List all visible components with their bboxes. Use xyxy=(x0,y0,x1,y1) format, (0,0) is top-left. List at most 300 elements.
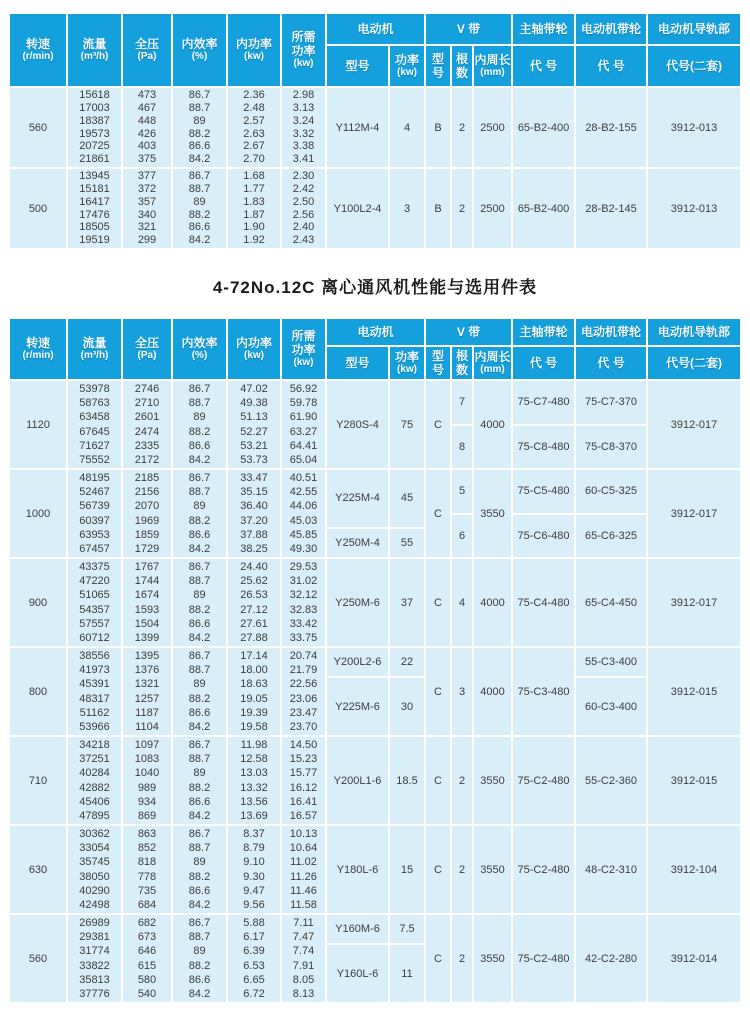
header-internal-power xyxy=(228,319,280,379)
motor-model-value: Y112M-4 xyxy=(335,121,380,134)
motor-power-value: 15 xyxy=(400,863,414,876)
efficiency-value: 88.7 xyxy=(188,753,211,766)
vbelt-count-cell xyxy=(452,88,472,167)
pressure-cell xyxy=(123,470,171,557)
vbelt-length-value: 3550 xyxy=(480,774,505,787)
vbelt-type-cell xyxy=(426,470,450,557)
efficiency-value: 86.6 xyxy=(188,528,211,541)
spindle-pulley-cell xyxy=(513,737,574,824)
flow-cell xyxy=(68,826,121,913)
pressure-value: 1040 xyxy=(134,767,160,780)
header-label-line: 转速 xyxy=(25,336,50,350)
required-power-value: 2.98 xyxy=(292,88,315,101)
header-label-line: 功率 xyxy=(394,350,419,364)
spindle-pulley-cell xyxy=(513,559,574,646)
flow-cell xyxy=(68,559,121,646)
header-label-line: 内功率 xyxy=(235,336,272,350)
header-label-line: 全压 xyxy=(134,336,159,350)
internal-power-value: 9.56 xyxy=(243,898,265,911)
efficiency-value: 84.2 xyxy=(188,234,211,247)
internal-power-value: 27.61 xyxy=(240,617,268,630)
motor-model-cell xyxy=(327,826,388,913)
required-power-value: 3.13 xyxy=(292,101,315,114)
efficiency-value: 86.6 xyxy=(188,221,211,234)
internal-power-value: 13.56 xyxy=(240,795,268,808)
header-label-line: 型号 xyxy=(345,59,370,73)
header-label-line: 数 xyxy=(455,66,468,80)
pressure-value: 1729 xyxy=(134,542,160,555)
efficiency-value: 88.7 xyxy=(188,486,211,499)
internal-power-value: 11.98 xyxy=(240,739,268,752)
vbelt-count-cell xyxy=(452,915,472,1002)
rail-cell xyxy=(648,169,740,248)
flow-value: 16417 xyxy=(79,195,110,208)
vbelt-type-cell xyxy=(426,737,450,824)
vbelt-count-cell xyxy=(452,737,472,824)
internal-power-value: 1.90 xyxy=(243,221,265,234)
vbelt-count-value: 8 xyxy=(452,424,472,469)
motor-pulley-value: 48-C2-310 xyxy=(585,863,637,876)
required-power-value: 63.27 xyxy=(289,425,318,438)
efficiency-value: 88.2 xyxy=(188,959,211,972)
internal-power-value: 47.02 xyxy=(240,383,268,396)
vbelt-length-value: 3550 xyxy=(480,507,505,520)
pressure-value: 2172 xyxy=(134,453,160,466)
header-sub-vbelt xyxy=(452,347,472,379)
pressure-value: 1674 xyxy=(134,589,160,602)
vbelt-count-cell xyxy=(452,648,472,735)
pressure-value: 1083 xyxy=(134,753,160,766)
rail-value: 3912-015 xyxy=(670,774,718,787)
flow-value: 63458 xyxy=(79,411,110,424)
vbelt-type-cell xyxy=(426,648,450,735)
header-label-line: 电动机导轨部 xyxy=(657,22,730,36)
flow-value: 56739 xyxy=(79,500,110,513)
pressure-value: 540 xyxy=(137,987,157,1000)
required-power-value: 10.64 xyxy=(289,842,318,855)
flow-value: 45406 xyxy=(79,795,110,808)
internal-power-value: 1.87 xyxy=(243,208,265,221)
spindle-pulley-value: 75-C2-480 xyxy=(517,774,570,787)
flow-cell xyxy=(68,470,121,557)
header-required-power xyxy=(282,14,325,86)
header-label-line: 电动机 xyxy=(357,22,394,36)
header-label-line: 内效率 xyxy=(181,37,218,51)
flow-value: 43375 xyxy=(79,561,110,574)
internal-power-value: 9.10 xyxy=(243,856,265,869)
efficiency-value: 86.7 xyxy=(188,561,211,574)
motor-power-cell xyxy=(390,559,424,646)
speed-cell: 1120 xyxy=(10,381,66,468)
motor-model-value: Y280S-4 xyxy=(336,418,379,431)
motor-pulley-value: 65-C6-325 xyxy=(576,513,646,558)
internal-power-value: 8.37 xyxy=(243,828,265,841)
flow-value: 26989 xyxy=(79,917,110,930)
internal-power-value: 6.53 xyxy=(243,959,265,972)
rail-cell xyxy=(648,915,740,1002)
vbelt-count-value: 2 xyxy=(458,952,466,965)
pressure-value: 580 xyxy=(137,973,157,986)
internal-power-value: 8.79 xyxy=(243,842,265,855)
pressure-value: 615 xyxy=(137,959,157,972)
pressure-value: 1399 xyxy=(134,631,160,644)
motor-power-cell xyxy=(390,915,424,1002)
header-label-line: (m³/h) xyxy=(80,350,109,361)
header-flow xyxy=(68,14,121,86)
efficiency-cell xyxy=(173,381,226,468)
internal-power-value: 35.15 xyxy=(240,486,268,499)
spindle-pulley-value: 75-C4-480 xyxy=(517,596,570,609)
required-power-value: 16.41 xyxy=(289,795,318,808)
required-power-value: 33.75 xyxy=(289,631,318,644)
pressure-value: 2156 xyxy=(134,486,160,499)
efficiency-value: 86.7 xyxy=(188,917,211,930)
required-power-value: 15.77 xyxy=(289,767,318,780)
motor-pulley-cell xyxy=(576,470,646,557)
flow-cell xyxy=(68,915,121,1002)
flow-value: 33822 xyxy=(79,959,110,972)
required-power-value: 44.06 xyxy=(289,500,318,513)
efficiency-value: 86.7 xyxy=(188,650,211,663)
pressure-value: 1859 xyxy=(134,528,160,541)
internal-power-cell xyxy=(228,826,280,913)
internal-power-value: 2.67 xyxy=(243,140,265,153)
flow-value: 29381 xyxy=(79,931,110,944)
required-power-cell xyxy=(282,559,325,646)
internal-power-value: 1.83 xyxy=(243,195,265,208)
header-sub-motor-pulley xyxy=(576,46,646,86)
header-label-line: V 带 xyxy=(456,325,481,339)
required-power-value: 2.30 xyxy=(292,169,315,182)
pressure-value: 818 xyxy=(137,856,157,869)
motor-pulley-value: 60-C5-325 xyxy=(585,485,637,498)
pressure-value: 1376 xyxy=(134,664,160,677)
motor-pulley-cell xyxy=(576,88,646,167)
required-power-value: 8.05 xyxy=(292,973,315,986)
internal-power-value: 52.27 xyxy=(240,425,268,438)
flow-cell xyxy=(68,737,121,824)
rail-value: 3912-013 xyxy=(670,121,718,134)
header-label-line: 代号(二套) xyxy=(666,356,722,370)
header-label-line: 内功率 xyxy=(235,37,272,51)
pressure-value: 375 xyxy=(137,153,157,166)
motor-power-cell xyxy=(390,826,424,913)
efficiency-value: 89 xyxy=(193,411,206,424)
motor-pulley-value: 75-C8-370 xyxy=(576,424,646,469)
motor-pulley-cell xyxy=(576,381,646,468)
vbelt-count-cell xyxy=(452,169,472,248)
pressure-value: 646 xyxy=(137,945,157,958)
fan-table-main xyxy=(10,319,740,1002)
pressure-value: 684 xyxy=(137,898,157,911)
pressure-value: 357 xyxy=(137,195,157,208)
flow-cell xyxy=(68,648,121,735)
motor-pulley-value: 28-B2-155 xyxy=(585,121,637,134)
vbelt-length-value: 2500 xyxy=(480,121,505,134)
pressure-value: 989 xyxy=(137,781,157,794)
efficiency-value: 84.2 xyxy=(188,631,211,644)
pressure-value: 869 xyxy=(137,809,157,822)
flow-value: 48195 xyxy=(79,472,110,485)
required-power-cell xyxy=(282,915,325,1002)
flow-value: 30362 xyxy=(79,828,110,841)
header-label-line: 转速 xyxy=(25,37,50,51)
vbelt-count-cell xyxy=(452,470,472,557)
spindle-pulley-cell xyxy=(513,915,574,1002)
header-label-line: (r/min) xyxy=(22,51,54,62)
pressure-value: 1187 xyxy=(135,706,159,719)
pressure-value: 1097 xyxy=(134,739,160,752)
internal-power-value: 38.25 xyxy=(240,542,268,555)
required-power-value: 8.13 xyxy=(292,987,315,1000)
header-sub-vbelt xyxy=(426,46,450,86)
internal-power-value: 37.20 xyxy=(240,514,268,527)
efficiency-cell xyxy=(173,915,226,1002)
header-sub-spindle-pulley xyxy=(513,347,574,379)
motor-power-cell xyxy=(390,470,424,557)
spindle-pulley-value: 75-C6-480 xyxy=(513,513,574,558)
efficiency-value: 84.2 xyxy=(188,153,211,166)
vbelt-length-value: 2500 xyxy=(480,202,505,215)
flow-value: 57557 xyxy=(79,617,110,630)
efficiency-value: 88.2 xyxy=(188,692,211,705)
pressure-value: 1321 xyxy=(134,678,160,691)
vbelt-length-value: 4000 xyxy=(480,596,505,609)
required-power-value: 32.12 xyxy=(289,589,318,602)
header-label-line: (mm) xyxy=(480,364,505,375)
vbelt-type-value: C xyxy=(434,685,442,698)
internal-power-value: 19.05 xyxy=(240,692,268,705)
efficiency-value: 84.2 xyxy=(188,987,211,1000)
required-power-value: 2.43 xyxy=(292,234,315,247)
header-label-line: 根 xyxy=(455,349,468,363)
header-label-line: 流量 xyxy=(82,336,107,350)
internal-power-value: 51.13 xyxy=(240,411,268,424)
efficiency-value: 89 xyxy=(193,678,206,691)
header-label-line: 根 xyxy=(455,52,468,66)
vbelt-type-cell xyxy=(426,559,450,646)
vbelt-length-value: 4000 xyxy=(480,685,505,698)
pressure-value: 934 xyxy=(137,795,157,808)
flow-cell xyxy=(68,381,121,468)
flow-value: 38556 xyxy=(79,650,110,663)
speed-cell: 500 xyxy=(10,169,66,248)
fan-table-top xyxy=(10,14,740,248)
pressure-value: 852 xyxy=(137,842,157,855)
header-label-line: (kw) xyxy=(293,58,314,69)
required-power-value: 23.70 xyxy=(289,720,318,733)
flow-value: 34218 xyxy=(79,739,110,752)
internal-power-value: 27.12 xyxy=(240,603,268,616)
motor-model-value: Y160L-6 xyxy=(327,943,388,1002)
header-sub-rail xyxy=(648,347,740,379)
flow-value: 42882 xyxy=(79,781,110,794)
vbelt-type-cell xyxy=(426,826,450,913)
pressure-value: 1504 xyxy=(134,617,160,630)
internal-power-value: 6.72 xyxy=(243,987,265,1000)
motor-power-value: 4 xyxy=(403,121,411,134)
internal-power-value: 37.88 xyxy=(240,528,268,541)
header-label-line: 电动机 xyxy=(357,325,394,339)
efficiency-value: 89 xyxy=(193,589,206,602)
efficiency-cell xyxy=(173,826,226,913)
vbelt-count-value: 3 xyxy=(458,685,466,698)
pressure-value: 467 xyxy=(137,101,157,114)
spindle-pulley-value: 75-C7-480 xyxy=(517,396,570,409)
internal-power-value: 49.38 xyxy=(240,397,268,410)
speed-cell: 560 xyxy=(10,88,66,167)
motor-pulley-cell xyxy=(576,915,646,1002)
efficiency-cell xyxy=(173,559,226,646)
internal-power-value: 9.47 xyxy=(243,884,265,897)
efficiency-value: 89 xyxy=(193,856,206,869)
speed-cell: 900 xyxy=(10,559,66,646)
internal-power-value: 17.14 xyxy=(240,650,268,663)
motor-power-cell xyxy=(390,648,424,735)
pressure-value: 372 xyxy=(137,182,157,195)
required-power-value: 40.51 xyxy=(289,472,318,485)
flow-value: 52467 xyxy=(79,486,110,499)
flow-value: 19519 xyxy=(79,234,110,247)
vbelt-length-value: 3550 xyxy=(480,952,505,965)
motor-power-value: 22 xyxy=(400,656,414,669)
required-power-value: 3.41 xyxy=(292,153,315,166)
motor-power-cell xyxy=(390,737,424,824)
vbelt-count-cell xyxy=(452,559,472,646)
motor-model-value: Y200L2-6 xyxy=(333,656,382,669)
flow-value: 60712 xyxy=(79,631,110,644)
internal-power-value: 24.40 xyxy=(240,561,268,574)
efficiency-cell xyxy=(173,88,226,167)
required-power-value: 15.23 xyxy=(289,753,318,766)
rail-value: 3912-014 xyxy=(670,952,718,965)
motor-pulley-value: 75-C7-370 xyxy=(585,396,637,409)
flow-value: 41973 xyxy=(79,664,110,677)
pressure-value: 1593 xyxy=(134,603,160,616)
rail-cell xyxy=(648,737,740,824)
motor-model-value: Y250M-4 xyxy=(327,527,388,557)
internal-power-value: 1.92 xyxy=(243,234,265,247)
header-group-vbelt xyxy=(426,319,511,345)
header-label-line: 号 xyxy=(431,363,444,377)
vbelt-count-value: 2 xyxy=(458,863,466,876)
header-label-line: 主轴带轮 xyxy=(519,325,568,339)
header-label-line: 代 号 xyxy=(597,59,625,73)
vbelt-type-value: B xyxy=(434,121,442,134)
required-power-value: 7.11 xyxy=(293,917,314,930)
header-group-rail xyxy=(648,319,740,345)
vbelt-type-cell xyxy=(426,169,450,248)
pressure-cell xyxy=(123,915,171,1002)
efficiency-value: 88.7 xyxy=(188,101,211,114)
efficiency-value: 88.2 xyxy=(188,603,211,616)
vbelt-count-value: 4 xyxy=(458,596,466,609)
header-sub-motor xyxy=(390,347,424,379)
flow-value: 47895 xyxy=(79,809,110,822)
efficiency-value: 88.2 xyxy=(188,127,211,140)
required-power-value: 7.74 xyxy=(292,945,315,958)
internal-power-value: 6.65 xyxy=(243,973,265,986)
spindle-pulley-value: 75-C2-480 xyxy=(517,952,570,965)
required-power-cell xyxy=(282,737,325,824)
internal-power-cell xyxy=(228,915,280,1002)
flow-value: 38050 xyxy=(79,870,110,883)
internal-power-value: 1.77 xyxy=(243,182,265,195)
pressure-value: 448 xyxy=(137,114,157,127)
required-power-value: 16.57 xyxy=(289,809,318,822)
rail-cell xyxy=(648,826,740,913)
internal-power-value: 5.88 xyxy=(243,917,265,930)
rail-value: 3912-017 xyxy=(670,596,718,609)
internal-power-value: 13.32 xyxy=(240,781,268,794)
header-label-line: 数 xyxy=(455,363,468,377)
motor-power-value: 3 xyxy=(403,202,411,215)
efficiency-cell xyxy=(173,470,226,557)
efficiency-value: 86.6 xyxy=(188,140,211,153)
required-power-value: 64.41 xyxy=(289,439,318,452)
internal-power-value: 9.30 xyxy=(243,870,265,883)
rail-cell xyxy=(648,381,740,468)
header-label-line: 电动机导轨部 xyxy=(657,325,730,339)
header-label-line: 内周长 xyxy=(474,350,511,364)
vbelt-type-value: C xyxy=(434,952,442,965)
header-label-line: 型 xyxy=(431,349,444,363)
header-label-line: 代 号 xyxy=(529,356,558,370)
vbelt-length-value: 3550 xyxy=(480,863,505,876)
header-group-spindle-pulley xyxy=(513,14,574,44)
motor-model-cell xyxy=(327,88,388,167)
required-power-value: 2.40 xyxy=(292,221,315,234)
internal-power-value: 19.39 xyxy=(240,706,268,719)
header-sub-motor xyxy=(327,46,388,86)
motor-model-cell xyxy=(327,559,388,646)
efficiency-value: 89 xyxy=(193,767,206,780)
required-power-value: 21.79 xyxy=(289,664,318,677)
efficiency-value: 86.6 xyxy=(188,706,211,719)
pressure-value: 321 xyxy=(137,221,157,234)
flow-value: 75552 xyxy=(79,453,110,466)
internal-power-cell xyxy=(228,88,280,167)
pressure-cell xyxy=(123,169,171,248)
spindle-pulley-cell xyxy=(513,648,574,735)
rail-cell xyxy=(648,470,740,557)
spindle-pulley-value: 65-B2-400 xyxy=(517,121,570,134)
flow-value: 18505 xyxy=(79,221,110,234)
flow-value: 35745 xyxy=(79,856,110,869)
internal-power-value: 12.58 xyxy=(240,753,268,766)
rail-value: 3912-013 xyxy=(670,202,718,215)
header-efficiency xyxy=(173,14,226,86)
internal-power-value: 2.48 xyxy=(243,101,265,114)
rail-value: 3912-017 xyxy=(670,507,718,520)
efficiency-value: 86.7 xyxy=(188,383,211,396)
required-power-value: 11.46 xyxy=(290,884,317,897)
flow-value: 40284 xyxy=(79,767,110,780)
required-power-value: 59.78 xyxy=(289,397,318,410)
vbelt-length-value: 4000 xyxy=(480,418,505,431)
flow-value: 18387 xyxy=(79,114,110,127)
header-label-line: 内周长 xyxy=(474,53,511,67)
motor-power-value: 45 xyxy=(400,492,414,505)
flow-value: 20725 xyxy=(79,140,110,153)
efficiency-value: 86.6 xyxy=(188,884,211,897)
motor-pulley-value: 42-C2-280 xyxy=(585,952,637,965)
header-label-line: 电动机带轮 xyxy=(580,325,641,339)
flow-value: 63953 xyxy=(79,528,110,541)
efficiency-value: 86.7 xyxy=(188,472,211,485)
motor-model-cell xyxy=(327,169,388,248)
motor-pulley-value: 65-C4-450 xyxy=(585,596,637,609)
